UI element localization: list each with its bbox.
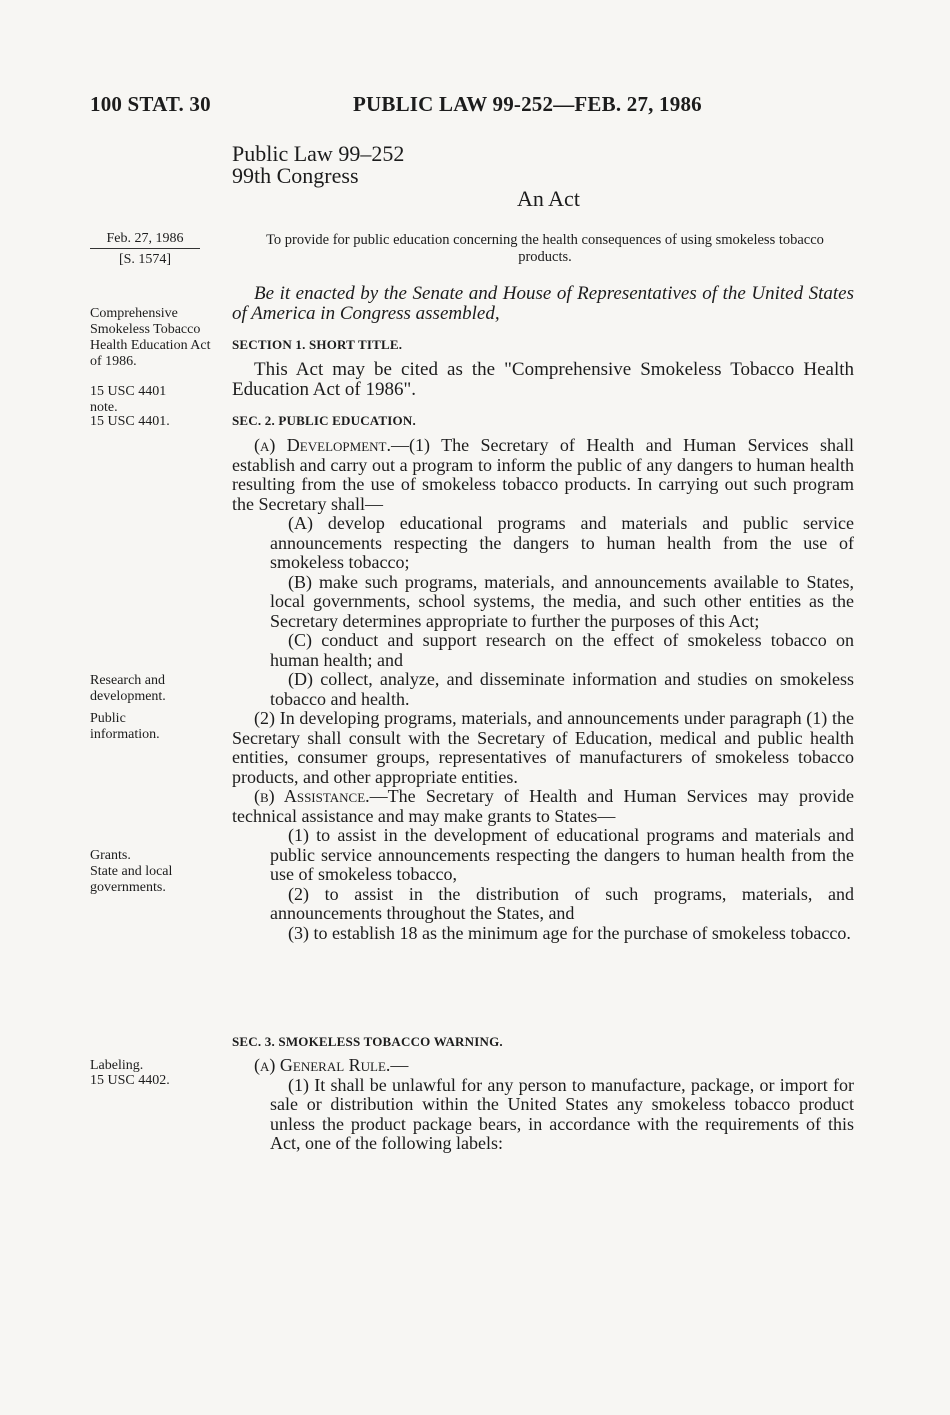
- sec2-clause-a: (A) develop educational programs and materials and public service announcements respecting the dangers to human health from the use of smokeless tobacco;: [270, 513, 854, 572]
- running-header: PUBLIC LAW 99-252—FEB. 27, 1986: [353, 92, 702, 116]
- enacting-text: Be it enacted by the Senate and House of Representatives of the United States of America in Congress assembled,: [232, 283, 854, 324]
- page-number-header: 100 STAT. 30: [90, 92, 211, 116]
- sec2-body: [232, 436, 854, 943]
- sec2-heading: SEC. 2. PUBLIC EDUCATION.: [232, 413, 416, 428]
- sec3-subsection-a: [232, 1056, 854, 1076]
- show-through-text: [640, 148, 850, 288]
- sec2-b-item-1: (1) to assist in the development of educational programs and materials and public service announcements respecting the dangers to human health from the use of smokeless tobacco,: [270, 825, 854, 884]
- sec2-paragraph-2: (2) In developing programs, materials, and announcements under paragraph (1) the Secretary shall consult with the Secretary of Education, medical and public health entities, consumer groups, representatives of manufacturers of smokeless tobacco products, and other appropriate entities.: [232, 708, 854, 787]
- margin-usc-4402: 15 USC 4402.: [90, 1073, 170, 1088]
- act-title: An Act: [517, 186, 580, 211]
- sec2-clause-c: (C) conduct and support research on the effect of smokeless tobacco on human health; and: [270, 630, 854, 670]
- sec2-b-text: —The Secretary of Health and Human Services may provide technical assistance and may make grants to States—: [232, 786, 854, 826]
- sec2-b-label: (b) Assistance.: [254, 786, 370, 806]
- margin-date: [90, 231, 200, 249]
- margin-usc-note: 15 USC 4401 note.: [90, 384, 167, 415]
- sec3-heading: SEC. 3. SMOKELESS TOBACCO WARNING.: [232, 1034, 503, 1049]
- sec2-subsection-b: [232, 787, 854, 826]
- sec2-clause-d: (D) collect, analyze, and disseminate information and studies on smokeless tobacco and health.: [270, 669, 854, 709]
- sec3-a-label: (a) General Rule.: [254, 1055, 391, 1075]
- margin-bill-number: [S. 1574]: [118, 252, 172, 267]
- sec2-subsection-a: [232, 436, 854, 514]
- sec2-b-item-2: (2) to assist in the distribution of such programs, materials, and announcements throughout the States, and: [270, 883, 854, 923]
- sec2-a-text: —(1) The Secretary of Health and Human Services shall establish and carry out a program to inform the public of any dangers to human health resulting from the use of smokeless tobacco products. In carrying out such program the Secretary shall—: [232, 435, 855, 514]
- sec3-paragraph-1: (1) It shall be unlawful for any person to manufacture, package, or import for sale or distribution within the United States any smokeless tobacco product unless the product package bears, in accordance with the requirements of this Act, one of the following labels:: [270, 1074, 854, 1153]
- sec2-a-label: (a) Development.: [254, 435, 391, 455]
- margin-research: Research and development.: [90, 673, 166, 704]
- sec1-text: This Act may be cited as the "Comprehensive Smokeless Tobacco Health Education Act of 1986".: [232, 359, 854, 400]
- margin-grants: Grants.: [90, 848, 131, 863]
- margin-date-text: Feb. 27, 1986: [106, 231, 184, 246]
- sec2-b-item-3: (3) to establish 18 as the minimum age for the purchase of smokeless tobacco.: [288, 922, 851, 943]
- law-number: Public Law 99–252: [232, 141, 405, 166]
- sec2-clause-b: (B) make such programs, materials, and announcements available to States, local governments, school systems, the media, and such other entities as the Secretary determines appropriate to further the purposes of this Act;: [270, 571, 854, 631]
- sec3-a-text: —: [390, 1055, 409, 1075]
- margin-usc-4401: 15 USC 4401.: [90, 414, 170, 429]
- purpose-clause: To provide for public education concerning the health consequences of using smokeless tobacco products.: [266, 232, 824, 265]
- margin-state-local: State and local governments.: [90, 864, 173, 895]
- sec3-body: [232, 1056, 854, 1154]
- sec1-body: [232, 360, 854, 399]
- margin-labeling: Labeling.: [90, 1058, 144, 1073]
- enacting-clause: [232, 284, 854, 323]
- margin-short-title-note: Comprehensive Smokeless Tobacco Health Education Act of 1986.: [90, 306, 211, 369]
- margin-public-info: Public information.: [90, 711, 160, 742]
- sec1-heading: SECTION 1. SHORT TITLE.: [232, 337, 403, 352]
- congress-number: 99th Congress: [232, 163, 359, 188]
